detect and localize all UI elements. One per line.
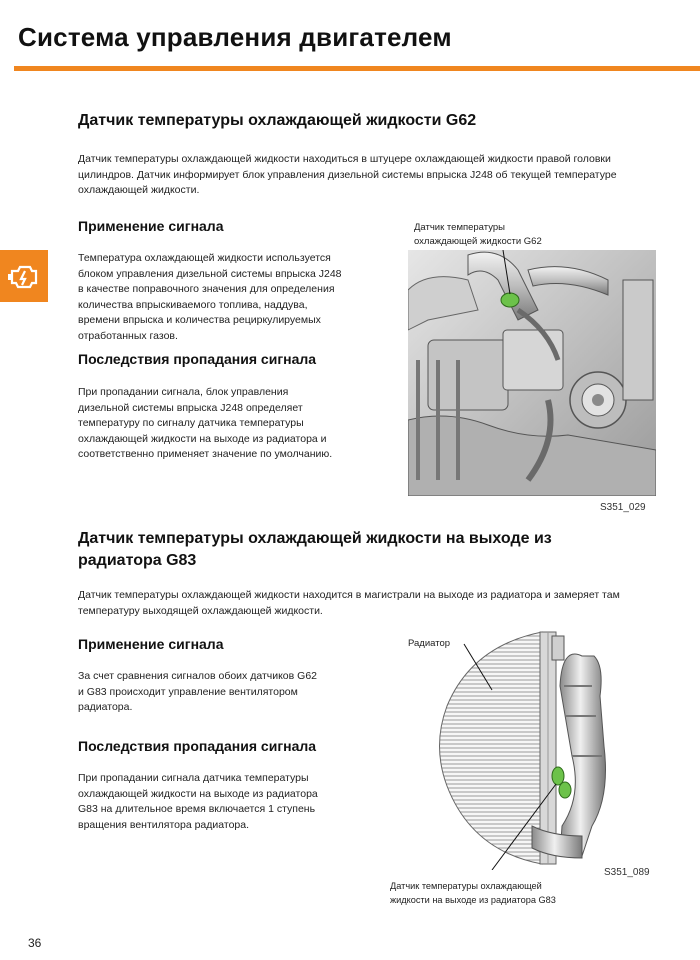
g62-callout (414, 221, 542, 249)
section1-sub1-heading: Применение сигнала (78, 218, 224, 234)
intro-line: температуру выходящей охлаждающей жидкости. (78, 604, 323, 617)
figure-code: S351_029 (600, 502, 646, 513)
body-line: охлаждающей жидкости на выходе из радиатора (78, 787, 318, 800)
body-line: температуру по сигналу датчика температуры (78, 417, 304, 429)
g83-callout (390, 879, 556, 907)
section2-sub1-heading: Применение сигнала (78, 636, 224, 652)
callout-line: Датчик температуры охлаждающей (390, 881, 542, 891)
intro-line: охлаждающей жидкости. (78, 184, 200, 196)
body-line: количества впрыскиваемого топлива, наддува, (78, 298, 308, 311)
section1-intro (78, 152, 678, 199)
callout-line: охлаждающей жидкости G62 (414, 236, 542, 247)
section2-heading-line: радиатора G83 (78, 552, 197, 569)
title-divider (14, 66, 700, 71)
body-line: При пропадании сигнала, блок управления (78, 386, 289, 398)
section1-sub2-heading: Последствия пропадания сигнала (78, 351, 317, 367)
body-line: вращения вентилятора радиатора. (78, 818, 250, 831)
body-line: G83 на длительное время включается 1 ступень (78, 803, 316, 815)
intro-line: цилиндров. Датчик информирует блок управления дизельной системы впрыска J248 об текущей температуре (78, 168, 617, 181)
body-line: в качестве поправочного значения для определения (78, 283, 335, 295)
section2-heading-line: Датчик температуры охлаждающей жидкости на выходе из (78, 530, 552, 547)
intro-line: Датчик температуры охлаждающей жидкости находиться в штуцере охлаждающей жидкости правой головки (78, 153, 611, 165)
body-line: соответственно применяет значение по умолчанию. (78, 448, 333, 460)
page-number: 36 (28, 936, 42, 950)
body-line: отработанных газов. (78, 329, 178, 342)
radiator-figure (432, 626, 650, 870)
section-tab (0, 250, 48, 302)
callout-line: жидкости на выходе из радиатора G83 (390, 895, 556, 905)
body-line: Температура охлаждающей жидкости используется (78, 252, 331, 264)
body-line: времени впрыска и количества рециркулируемых (78, 314, 321, 326)
section1-sub1-body (78, 251, 378, 344)
body-line: дизельной системы впрыска J248 определяет (78, 401, 303, 414)
intro-line: Датчик температуры охлаждающей жидкости находится в магистрали на выходе из радиатора и замеряет там (78, 589, 620, 601)
callout-line: Датчик температуры (414, 222, 505, 233)
body-line: и G83 происходит управление вентилятором (78, 685, 298, 698)
section2-heading (78, 528, 678, 572)
body-line: При пропадании сигнала датчика температуры (78, 772, 309, 784)
figure-code: S351_089 (604, 867, 650, 878)
section2-intro (78, 588, 678, 619)
radiator-label: Радиатор (408, 638, 451, 649)
section1-heading: Датчик температуры охлаждающей жидкости G62 (78, 112, 477, 129)
engine-electric-icon (6, 261, 42, 291)
section2-sub2-body (78, 771, 378, 833)
section2-sub1-body (78, 669, 378, 716)
engine-figure (408, 250, 656, 496)
body-line: блоком управления дизельной системы впрыска J248 (78, 267, 342, 280)
body-line: охлаждающей жидкости на выходе из радиатора и (78, 432, 327, 445)
page-title: Система управления двигателем (18, 22, 452, 52)
section1-sub2-body (78, 385, 378, 463)
section2-sub2-heading: Последствия пропадания сигнала (78, 738, 317, 754)
body-line: радиатора. (78, 701, 133, 713)
body-line: За счет сравнения сигналов обоих датчиков G62 (78, 670, 317, 682)
